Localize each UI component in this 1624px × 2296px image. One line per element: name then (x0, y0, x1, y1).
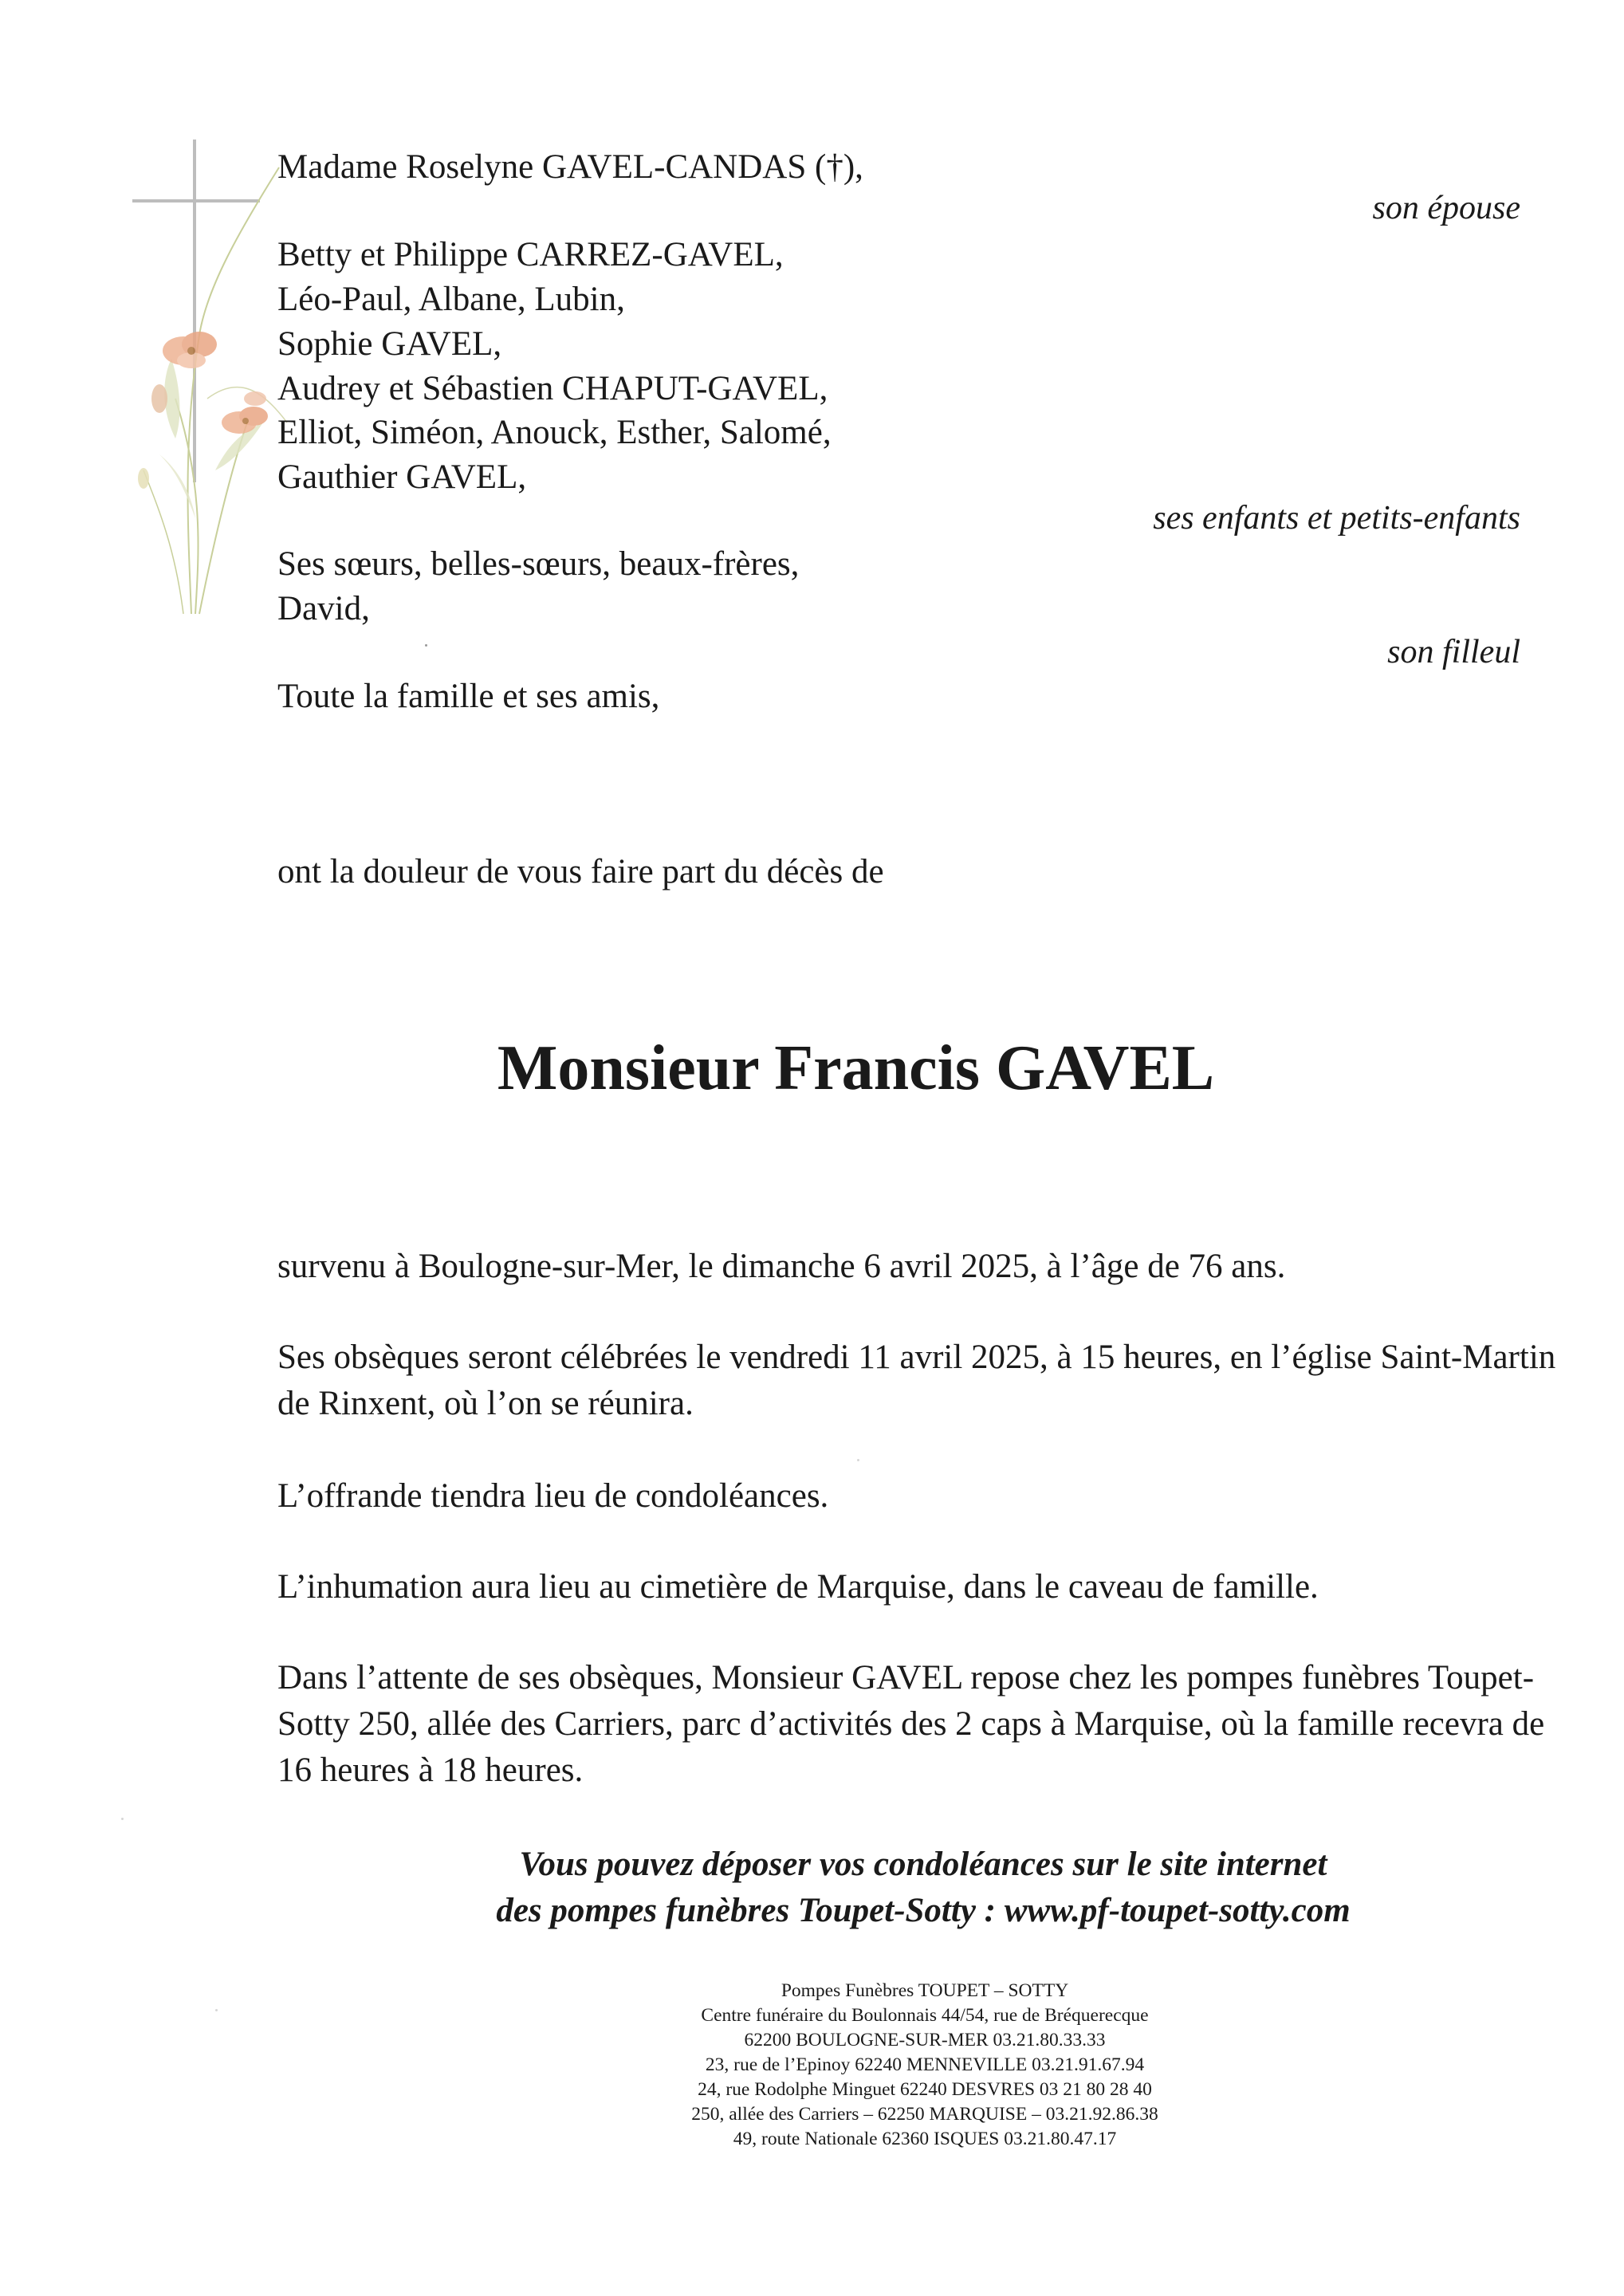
footer-line: 250, allée des Carriers – 62250 MARQUISE – 03.21.92.86.38 (691, 2104, 1158, 2125)
footer-line: Pompes Funèbres TOUPET – SOTTY (781, 1980, 1069, 2001)
announcement-intro: ont la douleur de vous faire part du décès de (277, 853, 884, 890)
siblings-line: Ses sœurs, belles-sœurs, beaux-frères, (277, 545, 800, 583)
godson-line: David, (277, 590, 370, 627)
deceased-name: Monsieur Francis GAVEL (497, 1033, 1215, 1103)
children-role: ses enfants et petits-enfants (1153, 500, 1520, 537)
footer-line: 62200 BOULOGNE-SUR-MER 03.21.80.33.33 (744, 2030, 1106, 2050)
repose-detail: Dans l’attente de ses obsèques, Monsieur GAVEL repose chez les pompes funèbres Toupet-Sotty 250, allée des Carriers, parc d’activités des 2 caps à Marquise, où la famille recevra de 16 heures à 18 heures. (277, 1659, 1545, 1789)
condolences-line: Vous pouvez déposer vos condoléances sur le site internet (519, 1846, 1327, 1883)
spouse-role: son épouse (1372, 190, 1520, 226)
death-detail: survenu à Boulogne-sur-Mer, le dimanche 6 avril 2025, à l’âge de 76 ans. (277, 1248, 1286, 1285)
godson-role: son filleul (1387, 634, 1520, 670)
offering-detail: L’offrande tiendra lieu de condoléances. (277, 1477, 829, 1515)
footer-line: 49, route Nationale 62360 ISQUES 03.21.80.47.17 (733, 2129, 1117, 2149)
children-line: Betty et Philippe CARREZ-GAVEL, (277, 236, 784, 273)
footer-line: 23, rue de l’Epinoy 62240 MENNEVILLE 03.21.91.67.94 (705, 2054, 1145, 2075)
condolences-notice (277, 1842, 1569, 1934)
children-line: Léo-Paul, Albane, Lubin, (277, 281, 625, 318)
scan-speck (121, 1818, 124, 1820)
burial-detail: L’inhumation aura lieu au cimetière de Marquise, dans le caveau de famille. (277, 1568, 1319, 1606)
children-line: Sophie GAVEL, (277, 325, 502, 363)
children-line: Elliot, Siméon, Anouck, Esther, Salomé, (277, 414, 832, 451)
footer-line: Centre funéraire du Boulonnais 44/54, rue de Bréquerecque (701, 2005, 1149, 2026)
children-line: Audrey et Sébastien CHAPUT-GAVEL, (277, 370, 828, 407)
funeral-detail: Ses obsèques seront célébrées le vendredi 11 avril 2025, à 15 heures, en l’église Saint-Martin de Rinxent, où l’on se réunira. (277, 1339, 1556, 1422)
condolences-website-line: des pompes funèbres Toupet-Sotty : www.pf-toupet-sotty.com (496, 1892, 1351, 1929)
friends-line: Toute la famille et ses amis, (277, 678, 660, 715)
footer-line: 24, rue Rodolphe Minguet 62240 DESVRES 03 21 80 28 40 (698, 2079, 1152, 2100)
spouse-line: Madame Roselyne GAVEL-CANDAS (†), (277, 148, 863, 186)
scan-speck (215, 2009, 218, 2011)
scan-speck (857, 1459, 859, 1461)
scan-speck (425, 644, 427, 647)
funeral-home-footer (526, 1979, 1323, 2152)
children-line: Gauthier GAVEL, (277, 458, 527, 496)
